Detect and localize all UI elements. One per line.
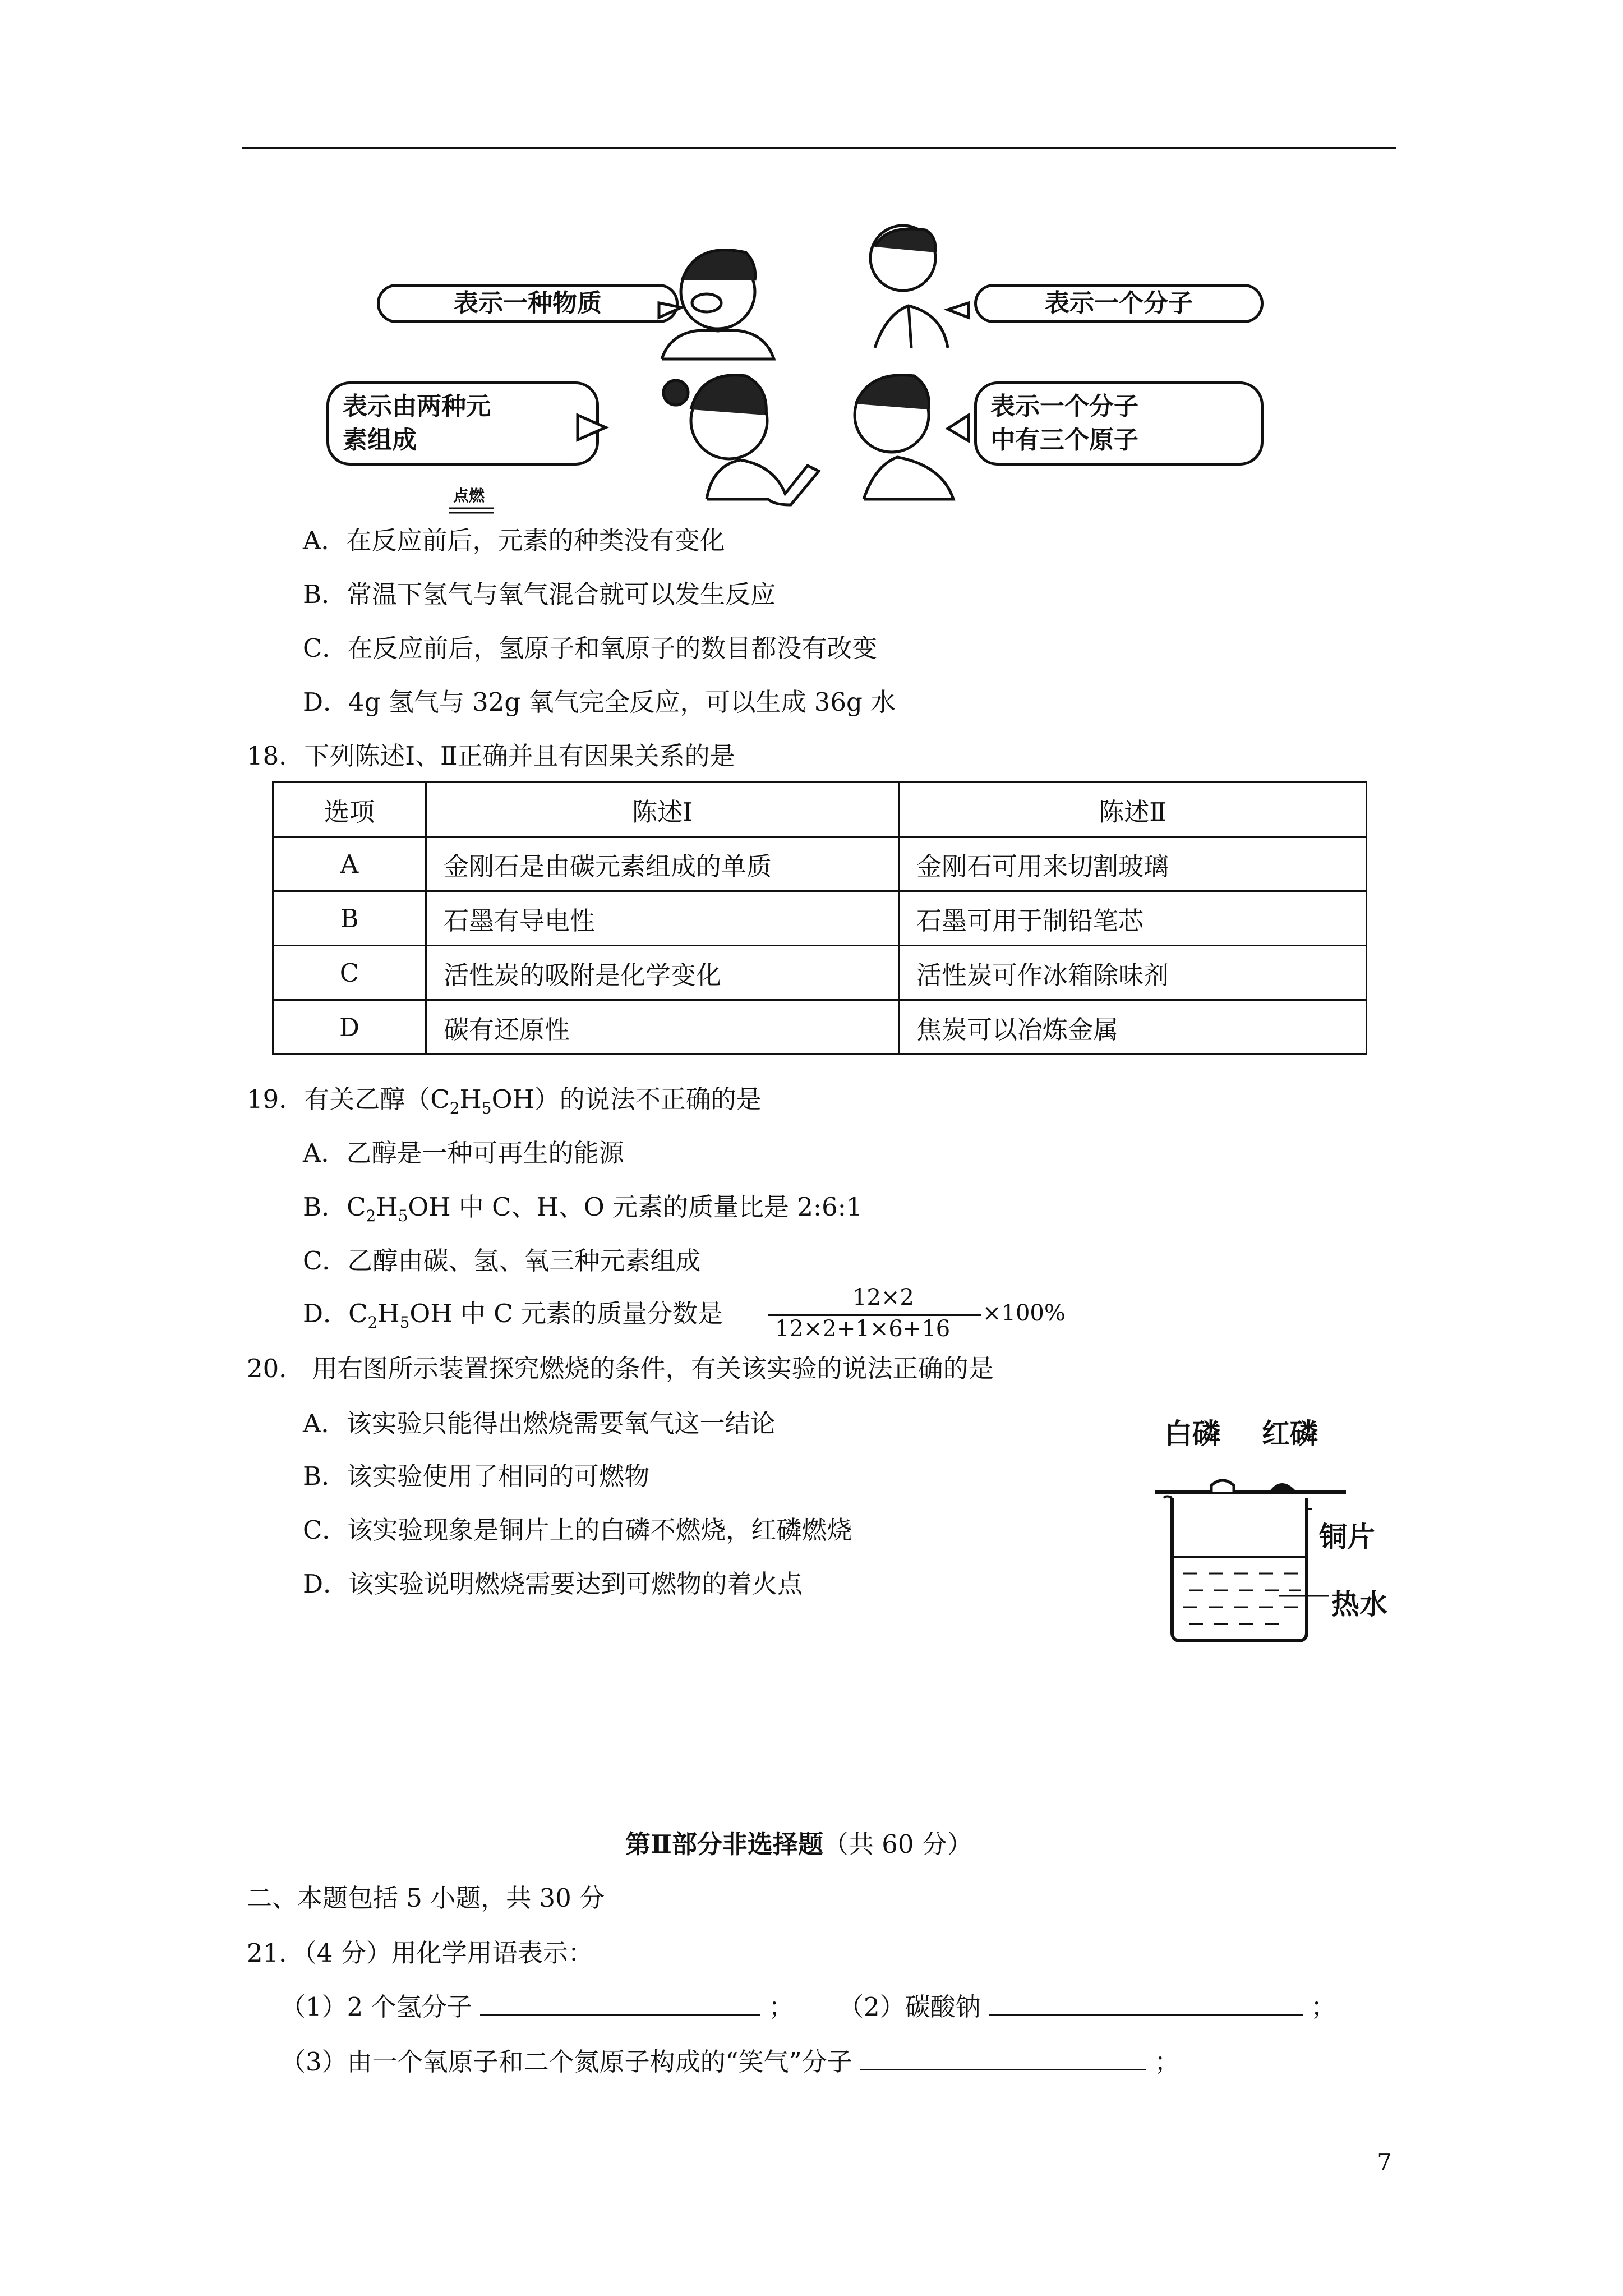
- reaction-condition-label: 点燃: [453, 486, 485, 505]
- q21-stem: 21．（4 分）用化学用语表示：: [247, 1938, 593, 1968]
- table-row: [273, 837, 1367, 891]
- table-header-row: [273, 783, 1367, 837]
- copper-sheet-label: 铜片: [1319, 1521, 1375, 1553]
- q20-stem: 20． 用右图所示装置探究燃烧的条件，有关该实验的说法正确的是: [247, 1354, 994, 1383]
- speech-bubble-substance: 表示一种物质: [377, 284, 679, 323]
- hot-water-label: 热水: [1331, 1588, 1387, 1621]
- fraction-denominator: 12×2+1×6+16: [775, 1316, 951, 1342]
- q19-option-c: C．乙醇由碳、氢、氧三种元素组成: [303, 1246, 701, 1276]
- q17-option-b: B．常温下氢气与氧气混合就可以发生反应: [303, 579, 776, 609]
- boy-avatar-1: [662, 250, 774, 359]
- answer-blank-1[interactable]: [480, 1991, 760, 2016]
- table-header-cell: 陈述Ⅰ: [426, 783, 899, 837]
- q20-option-b: B．该实验使用了相同的可燃物: [303, 1461, 650, 1491]
- table-cell: A: [273, 837, 426, 891]
- table-row: [273, 1000, 1367, 1055]
- table-cell: 石墨可用于制铅笔芯: [899, 891, 1367, 946]
- cartoon-people: [0, 0, 1623, 539]
- page-number: 7: [1377, 2148, 1392, 2176]
- girl-avatar: [663, 375, 819, 505]
- q20-option-a: A．该实验只能得出燃烧需要氧气这一结论: [303, 1409, 776, 1438]
- answer-blank-2[interactable]: [989, 1991, 1303, 2016]
- table-cell: 焦炭可以冶炼金属: [899, 1000, 1367, 1055]
- table-cell: 碳有还原性: [426, 1000, 899, 1055]
- q20-option-d: D．该实验说明燃烧需要达到可燃物的着火点: [303, 1569, 803, 1599]
- q21-item-3: （3）由一个氧原子和二个氮原子构成的“笑气”分子 ；: [280, 2047, 1180, 2077]
- table-cell: 金刚石可用来切割玻璃: [899, 837, 1367, 891]
- q19-stem: 19．有关乙醇$(C_2H_5OH)$的说法不正确的是: [247, 1084, 762, 1117]
- q17-option-d: D．4g 氢气与 32g 氧气完全反应，可以生成 36g 水: [303, 687, 896, 717]
- q19-option-b: B．$C_2H_5OH$ 中 C、H、O 元素的质量比是 2:6:1: [303, 1192, 863, 1225]
- table-cell: 石墨有导电性: [426, 891, 899, 946]
- answer-blank-3[interactable]: [860, 2046, 1146, 2070]
- q21-item-1: （1）2 个氢分子 ；: [280, 1992, 794, 2022]
- man-avatar: [870, 226, 948, 348]
- speech-bubble-molecule: 表示一个分子: [974, 284, 1264, 323]
- q18-table: [272, 781, 1367, 1055]
- table-header-cell: 选项: [273, 783, 426, 837]
- q21-item-2: （2）碳酸钠 ；: [838, 1992, 1336, 2022]
- section-two-heading: 二、本题包括 5 小题，共 30 分: [247, 1883, 605, 1913]
- q19-option-a: A．乙醇是一种可再生的能源: [303, 1138, 624, 1168]
- q17-option-a: A．在反应前后，元素的种类没有变化: [303, 526, 725, 555]
- q18-stem: 18．下列陈述Ⅰ、Ⅱ正确并且有因果关系的是: [247, 741, 735, 771]
- table-cell: 活性炭的吸附是化学变化: [426, 946, 899, 1000]
- table-row: [273, 891, 1367, 946]
- q20-option-c: C．该实验现象是铜片上的白磷不燃烧，红磷燃烧: [303, 1515, 852, 1545]
- table-cell: B: [273, 891, 426, 946]
- speech-bubble-two-elements: 表示由两种元 素组成: [326, 381, 599, 466]
- table-header-cell: 陈述Ⅱ: [899, 783, 1367, 837]
- table-cell: 金刚石是由碳元素组成的单质: [426, 837, 899, 891]
- fraction-tail: ×100%: [983, 1300, 1066, 1326]
- white-phosphorus-label: 白磷: [1164, 1418, 1220, 1450]
- part2-title: 第Ⅱ部分非选择题（共 60 分）: [625, 1829, 972, 1859]
- q19-option-d: D．$C_2H_5OH$ 中 C 元素的质量分数是: [303, 1299, 723, 1332]
- red-phosphorus-label: 红磷: [1262, 1418, 1318, 1450]
- fraction-numerator: 12×2: [852, 1285, 914, 1310]
- boy-avatar-2: [855, 375, 953, 499]
- q17-option-c: C．在反应前后，氢原子和氧原子的数目都没有改变: [303, 633, 878, 663]
- speech-bubble-three-atoms: 表示一个分子 中有三个原子: [974, 381, 1264, 466]
- table-cell: 活性炭可作冰箱除味剂: [899, 946, 1367, 1000]
- table-cell: C: [273, 946, 426, 1000]
- table-row: [273, 946, 1367, 1000]
- table-cell: D: [273, 1000, 426, 1055]
